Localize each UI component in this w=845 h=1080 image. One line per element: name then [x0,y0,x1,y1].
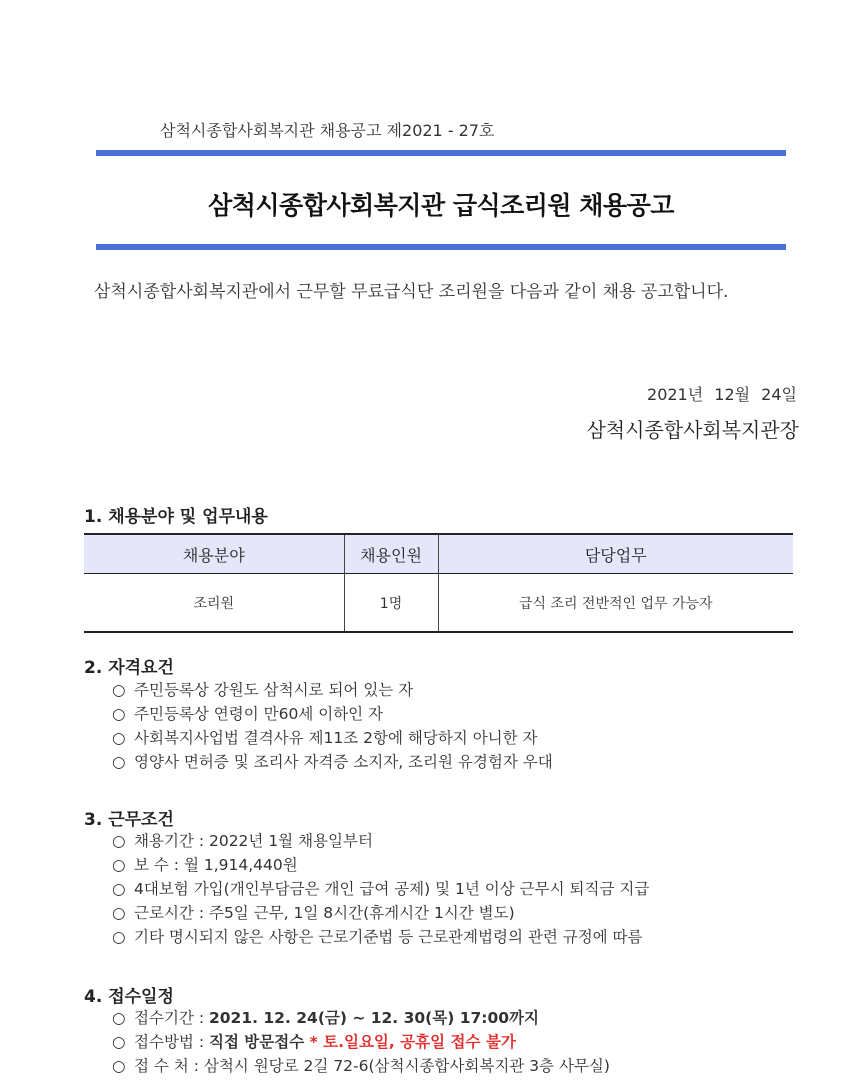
bullet-circle-icon: ○ [112,1057,126,1075]
section2-heading: 2. 자격요건 [84,658,174,678]
list-item: ○ 사회복지사업법 결격사유 제11조 2항에 해당하지 아니한 자 [112,726,812,750]
top-divider-bar [96,150,786,156]
bullet-circle-icon: ○ [112,1009,126,1027]
work-conditions-list [112,829,812,949]
list-item: ○ 영양사 면허증 및 조리사 자격증 소지자, 조리원 유경험자 우대 [112,750,812,774]
cell-duty: 급식 조리 전반적인 업무 가능자 [518,595,713,612]
table-header-row [84,534,793,574]
column-header-field: 채용분야 [84,534,344,574]
list-item: ○ 접 수 처 : 삼척시 원당로 2길 72-6(삼척시종합사회복지관 3층 사무실) [112,1054,812,1078]
application-period: 2021. 12. 24(금) ~ 12. 30(목) 17:00까지 [208,1009,539,1027]
list-item: ○ 주민등록상 연령이 만60세 이하인 자 [112,702,812,726]
closed-days-note: * 토.일요일, 공휴일 접수 불가 [304,1033,516,1051]
bullet-circle-icon: ○ [112,729,126,747]
notice-number: 삼척시종합사회복지관 채용공고 제2021 - 27호 [160,121,495,140]
application-method: 직접 방문접수 [208,1033,305,1051]
organization-name: 삼척시종합사회복지관장 [586,418,799,442]
recruitment-table [84,533,793,633]
qualification-list [112,678,812,774]
notice-date: 2021년 12월 24일 [647,385,797,404]
page-title: 삼척시종합사회복지관 급식조리원 채용공고 [208,191,674,220]
section3-heading: 3. 근무조건 [84,810,174,830]
column-header-count: 채용인원 [344,534,438,574]
bullet-circle-icon: ○ [112,681,126,699]
list-item: ○ 근로시간 : 주5일 근무, 1일 8시간(휴게시간 1시간 별도) [112,901,812,925]
section1-heading: 1. 채용분야 및 업무내용 [84,507,268,527]
bullet-circle-icon: ○ [112,880,126,898]
list-item: ○ 주민등록상 강원도 삼척시로 되어 있는 자 [112,678,812,702]
list-item: ○ 접수방법 : 직접 방문접수 * 토.일요일, 공휴일 접수 불가 [112,1030,812,1054]
bullet-circle-icon: ○ [112,1033,126,1051]
bullet-circle-icon: ○ [112,832,126,850]
bullet-circle-icon: ○ [112,705,126,723]
bottom-divider-bar [96,244,786,250]
cell-count: 1명 [344,574,438,633]
list-item: ○ 4대보험 가입(개인부담금은 개인 급여 공제) 및 1년 이상 근무시 퇴직금 지급 [112,877,812,901]
bullet-circle-icon: ○ [112,904,126,922]
intro-paragraph: 삼척시종합사회복지관에서 근무할 무료급식단 조리원을 다음과 같이 채용 공고합니다. [94,282,729,302]
bullet-circle-icon: ○ [112,753,126,771]
cell-field: 조리원 [84,574,344,633]
list-item: ○ 접수기간 : 2021. 12. 24(금) ~ 12. 30(목) 17:00까지 [112,1006,812,1030]
bullet-circle-icon: ○ [112,928,126,946]
list-item: ○ 채용기간 : 2022년 1월 채용일부터 [112,829,812,853]
application-place: 삼척시 원당로 2길 72-6(삼척시종합사회복지관 3층 사무실) [203,1057,610,1075]
section4-heading: 4. 접수일정 [84,987,174,1007]
application-schedule-list [112,1006,812,1078]
column-header-duty: 담당업무 [584,545,647,565]
list-item: ○ 기타 명시되지 않은 사항은 근로기준법 등 근로관계법령의 관련 규정에 따름 [112,925,812,949]
list-item: ○ 보 수 : 월 1,914,440원 [112,853,812,877]
bullet-circle-icon: ○ [112,856,126,874]
table-row [84,574,793,633]
